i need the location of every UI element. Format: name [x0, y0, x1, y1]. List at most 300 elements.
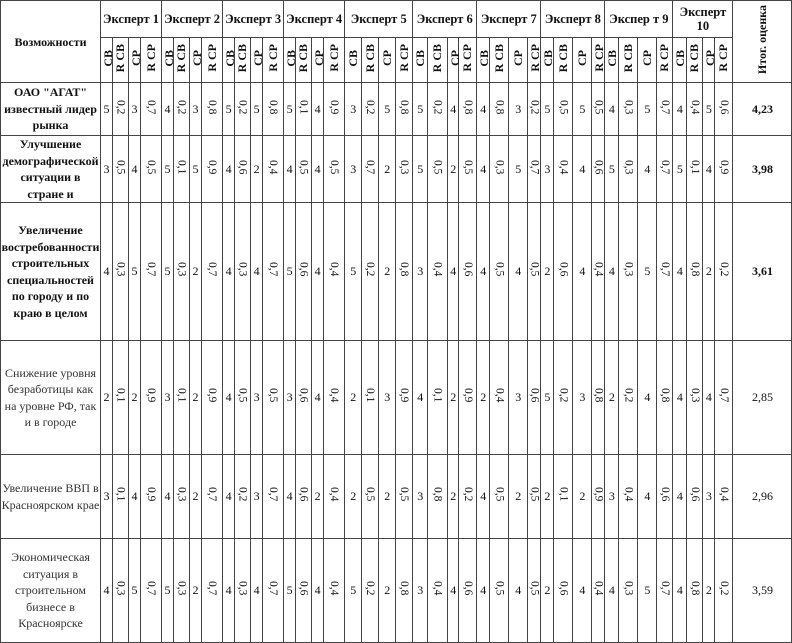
- table-cell: [528, 83, 541, 136]
- table-cell: [673, 203, 687, 341]
- table-cell: [190, 341, 202, 455]
- subheader-label: СВ: [541, 49, 556, 67]
- table-cell: [554, 203, 573, 341]
- cell-value: 4: [480, 489, 487, 503]
- cell-value: 3: [103, 489, 110, 503]
- cell-value: 0,3: [493, 159, 506, 175]
- table-cell: [477, 341, 490, 455]
- cell-value: 3: [350, 161, 357, 176]
- cell-value: 0,6: [528, 388, 541, 403]
- table-cell: [605, 83, 619, 136]
- table-cell: [235, 539, 251, 643]
- cell-value: 0,1: [114, 487, 127, 502]
- subheader-label: СВ: [605, 49, 620, 67]
- table-cell: [141, 136, 162, 203]
- subheader-cell: [162, 38, 177, 83]
- cell-value: 5: [253, 101, 260, 116]
- table-cell: [541, 83, 554, 136]
- cell-value: 0,5: [528, 262, 541, 277]
- table-cell: [263, 203, 284, 341]
- cell-value: 2: [450, 489, 457, 503]
- table-cell: [284, 539, 296, 643]
- table-cell: [703, 455, 715, 539]
- table-cell: [541, 203, 554, 341]
- cell-value: 3: [705, 489, 712, 503]
- cell-value: 3: [253, 489, 260, 503]
- cell-value: 2: [350, 489, 357, 503]
- cell-value: 0,2: [364, 99, 377, 115]
- cell-value: 5: [515, 161, 522, 176]
- cell-value: 4: [480, 583, 487, 597]
- cell-value: 0,5: [493, 262, 506, 277]
- cell-value: 4: [579, 161, 586, 176]
- cell-value: 0,2: [717, 262, 730, 277]
- cell-value: 2: [253, 161, 260, 176]
- cell-value: 4: [515, 264, 522, 278]
- cell-value: 5: [350, 264, 357, 278]
- subheader-label: СВ: [162, 49, 177, 67]
- cell-value: 0,4: [328, 388, 341, 403]
- cell-value: 0,9: [461, 388, 474, 403]
- table-cell: [223, 136, 235, 203]
- cell-value: 4: [608, 264, 615, 278]
- table-cell: [509, 455, 528, 539]
- cell-value: 2: [384, 583, 391, 597]
- table-cell: [202, 539, 223, 643]
- table-cell: [605, 136, 619, 203]
- table-cell: [263, 83, 284, 136]
- subheader-label: R СВ: [362, 43, 377, 73]
- subheader-label: СР: [639, 50, 654, 66]
- cell-value: 0,3: [622, 581, 635, 596]
- cell-value: 0,5: [236, 388, 249, 403]
- cell-value: 4: [705, 161, 712, 176]
- cell-value: 0,2: [461, 487, 474, 502]
- cell-value: 0,8: [592, 388, 605, 403]
- subheader-cell: [362, 38, 379, 83]
- table-cell: [528, 136, 541, 203]
- cell-value: 5: [579, 101, 586, 116]
- table-cell: [428, 539, 448, 643]
- table-cell: [345, 203, 362, 341]
- table-cell: [235, 455, 251, 539]
- cell-value: 0,7: [528, 159, 541, 175]
- table-cell: [251, 455, 263, 539]
- cell-value: 0,5: [114, 159, 127, 175]
- cell-value: 4: [417, 390, 424, 404]
- row-label: Увеличение ВВП в Красноярском крае: [1, 455, 101, 539]
- table-cell: [284, 83, 296, 136]
- table-cell: [324, 539, 345, 643]
- cell-value: 0,1: [364, 388, 377, 403]
- table-cell: [362, 83, 379, 136]
- table-cell: [459, 455, 477, 539]
- table-cell: [673, 341, 687, 455]
- cell-value: 5: [192, 161, 199, 176]
- subheader-label: СР: [448, 50, 463, 66]
- cell-value: 0,7: [206, 581, 219, 596]
- table-cell: [345, 539, 362, 643]
- table-cell: [324, 341, 345, 455]
- cell-value: 0,9: [328, 99, 341, 115]
- subheader-cell: [554, 38, 573, 83]
- subheader-cell: [141, 38, 162, 83]
- cell-value: 5: [103, 101, 110, 116]
- subheader-label: R СР: [592, 44, 607, 72]
- cell-value: 3: [286, 390, 293, 404]
- cell-value: 0,4: [592, 581, 605, 596]
- cell-value: 5: [286, 264, 293, 278]
- table-cell: [101, 136, 113, 203]
- cell-value: 4: [705, 390, 712, 404]
- table-cell: [673, 455, 687, 539]
- expert-header: Эксперт 5: [345, 1, 413, 38]
- row-total: 2,85: [733, 341, 792, 455]
- subheader-label: СР: [129, 50, 143, 66]
- cell-value: 0,5: [461, 159, 474, 175]
- table-cell: [312, 203, 324, 341]
- cell-value: 0,2: [114, 99, 127, 115]
- table-cell: [362, 539, 379, 643]
- table-cell: [251, 83, 263, 136]
- table-cell: [554, 455, 573, 539]
- table-cell: [673, 539, 687, 643]
- subheader-label: R СР: [143, 44, 158, 72]
- table-cell: [113, 136, 129, 203]
- table-cell: [509, 83, 528, 136]
- table-cell: [687, 539, 703, 643]
- expert-header: Эксперт 4: [284, 1, 345, 38]
- table-cell: [312, 539, 324, 643]
- table-cell: [235, 83, 251, 136]
- cell-value: 0,9: [398, 388, 411, 403]
- table-cell: [379, 539, 396, 643]
- table-cell: [296, 203, 312, 341]
- table-cell: [509, 203, 528, 341]
- cell-value: 5: [131, 264, 138, 278]
- table-cell: [324, 136, 345, 203]
- table-cell: [703, 539, 715, 643]
- row-label: Снижение уровня безработицы как на уровне РФ, так и в городе: [1, 341, 101, 455]
- cell-value: 2: [314, 489, 321, 503]
- table-cell: [141, 83, 162, 136]
- table-cell: [638, 83, 657, 136]
- table-cell: [312, 455, 324, 539]
- table-cell: [638, 455, 657, 539]
- table-cell: [509, 539, 528, 643]
- table-cell: [657, 83, 673, 136]
- table-cell: [490, 455, 509, 539]
- cell-value: 4: [644, 161, 651, 176]
- cell-value: 3: [131, 101, 138, 116]
- cell-value: 4: [286, 489, 293, 503]
- table-cell: [448, 455, 459, 539]
- cell-value: 4: [286, 161, 293, 176]
- cell-value: 4: [450, 583, 457, 597]
- table-cell: [223, 341, 235, 455]
- cell-value: 4: [131, 489, 138, 503]
- cell-value: 0,1: [688, 159, 701, 175]
- cell-value: 0,3: [175, 581, 188, 596]
- subheader-label: СР: [574, 50, 589, 66]
- table-cell: [324, 83, 345, 136]
- cell-value: 2: [544, 264, 551, 278]
- cell-value: 4: [676, 489, 683, 503]
- table-cell: [541, 455, 554, 539]
- cell-value: 0,9: [145, 388, 158, 403]
- table-cell: [592, 203, 605, 341]
- cell-value: 4: [314, 390, 321, 404]
- table-cell: [459, 136, 477, 203]
- cell-value: 0,5: [493, 581, 506, 596]
- table-cell: [174, 83, 190, 136]
- table-cell: [657, 539, 673, 643]
- cell-value: 0,4: [328, 262, 341, 277]
- subheader-cell: [657, 38, 673, 83]
- cell-value: 0,9: [592, 487, 605, 502]
- cell-value: 4: [225, 264, 232, 278]
- cell-value: 0,8: [398, 262, 411, 277]
- table-row: [1, 136, 792, 203]
- subheader-label: СР: [379, 50, 394, 66]
- cell-value: 0,7: [658, 159, 671, 175]
- cell-value: 2: [192, 583, 199, 597]
- table-cell: [296, 83, 312, 136]
- subheader-cell: [312, 38, 327, 83]
- table-cell: [141, 539, 162, 643]
- table-cell: [490, 341, 509, 455]
- table-cell: [190, 455, 202, 539]
- cell-value: 0,5: [145, 159, 158, 175]
- table-cell: [657, 341, 673, 455]
- cell-value: 0,7: [658, 581, 671, 596]
- table-cell: [428, 341, 448, 455]
- cell-value: 4: [103, 264, 110, 278]
- cell-value: 2: [192, 390, 199, 404]
- table-cell: [619, 539, 638, 643]
- table-cell: [413, 136, 428, 203]
- table-cell: [190, 203, 202, 341]
- subheader-cell: [202, 38, 223, 83]
- cell-value: 2: [579, 489, 586, 503]
- cell-value: 0,4: [431, 262, 444, 277]
- table-cell: [428, 455, 448, 539]
- cell-value: 3: [417, 489, 424, 503]
- subheader-label: R СР: [396, 44, 411, 72]
- table-cell: [296, 341, 312, 455]
- table-cell: [528, 539, 541, 643]
- cell-value: 4: [225, 390, 232, 404]
- cell-value: 5: [544, 101, 551, 116]
- table-row: [1, 203, 792, 341]
- cell-value: 2: [384, 264, 391, 278]
- table-cell: [263, 341, 284, 455]
- cell-value: 2: [608, 390, 615, 404]
- table-cell: [638, 136, 657, 203]
- table-cell: [162, 83, 174, 136]
- subheader-cell: [638, 38, 657, 83]
- cell-value: 5: [644, 583, 651, 597]
- row-total: 3,61: [733, 203, 792, 341]
- cell-value: 2: [350, 390, 357, 404]
- subheader-label: R СВ: [113, 43, 127, 73]
- table-cell: [413, 455, 428, 539]
- cell-value: 0,6: [461, 262, 474, 277]
- table-cell: [162, 539, 174, 643]
- table-cell: [638, 341, 657, 455]
- table-cell: [687, 455, 703, 539]
- table-cell: [202, 455, 223, 539]
- cell-value: 0,3: [114, 262, 127, 277]
- cell-value: 3: [350, 101, 357, 116]
- subheader-cell: [490, 38, 509, 83]
- table-cell: [459, 539, 477, 643]
- table-cell: [715, 203, 733, 341]
- row-label: Улучшение демографической ситуации в стране и: [2, 137, 99, 201]
- table-cell: [592, 455, 605, 539]
- cell-value: 2: [544, 489, 551, 503]
- table-cell: [619, 83, 638, 136]
- table-cell: [174, 136, 190, 203]
- table-cell: [687, 203, 703, 341]
- cell-value: 2: [384, 161, 391, 176]
- cell-value: 5: [417, 161, 424, 176]
- table-cell: [324, 455, 345, 539]
- subheader-cell: [223, 38, 238, 83]
- subheader-cell: [174, 38, 190, 83]
- table-cell: [162, 341, 174, 455]
- cell-value: 0,5: [267, 388, 280, 403]
- cell-value: 4: [225, 489, 232, 503]
- cell-value: 0,5: [557, 99, 570, 115]
- cell-value: 5: [644, 101, 651, 116]
- table-cell: [162, 455, 174, 539]
- table-cell: [284, 455, 296, 539]
- cell-value: 4: [225, 583, 232, 597]
- cell-value: 4: [131, 161, 138, 176]
- table-cell: [379, 455, 396, 539]
- cell-value: 0,2: [717, 581, 730, 596]
- cell-value: 3: [579, 390, 586, 404]
- table-cell: [715, 136, 733, 203]
- table-cell: [141, 455, 162, 539]
- expert-header: Эксперт 1: [101, 1, 162, 38]
- table-cell: [396, 539, 413, 643]
- cell-value: 3: [384, 390, 391, 404]
- table-cell: [101, 203, 113, 341]
- cell-value: 3: [103, 161, 110, 176]
- cell-value: 0,4: [493, 388, 506, 403]
- table-cell: [202, 83, 223, 136]
- subheader-label: СВ: [413, 49, 428, 67]
- cell-value: 2: [384, 489, 391, 503]
- row-label: Экономическая ситуация в строительном бизнесе в Красноярске: [1, 539, 101, 643]
- cell-value: 3: [417, 583, 424, 597]
- cell-value: 0,7: [145, 262, 158, 277]
- cell-value: 0,1: [297, 99, 310, 115]
- table-cell: [396, 203, 413, 341]
- cell-value: 4: [314, 101, 321, 116]
- table-cell: [477, 203, 490, 341]
- table-cell: [715, 341, 733, 455]
- cell-value: 0,6: [297, 581, 310, 596]
- cell-value: 4: [225, 161, 232, 176]
- cell-value: 5: [164, 583, 171, 597]
- cell-value: 0,9: [206, 388, 219, 403]
- subheader-label: R СВ: [235, 43, 250, 73]
- subheader-cell: [190, 38, 205, 83]
- cell-value: 0,7: [658, 262, 671, 277]
- table-cell: [113, 539, 129, 643]
- table-cell: [459, 203, 477, 341]
- subheader-cell: [619, 38, 638, 83]
- cell-value: 0,7: [267, 262, 280, 277]
- table-cell: [541, 136, 554, 203]
- subheader-cell: [251, 38, 266, 83]
- table-cell: [362, 341, 379, 455]
- table-cell: [251, 539, 263, 643]
- cell-value: 0,8: [431, 487, 444, 502]
- cell-value: 0,5: [398, 487, 411, 502]
- table-cell: [263, 136, 284, 203]
- subheader-cell: [263, 38, 284, 83]
- table-cell: [687, 83, 703, 136]
- cell-value: 0,3: [622, 99, 635, 115]
- table-cell: [703, 203, 715, 341]
- table-cell: [541, 539, 554, 643]
- table-cell: [638, 203, 657, 341]
- table-cell: [113, 203, 129, 341]
- table-cell: [573, 455, 592, 539]
- subheader-cell: [396, 38, 413, 83]
- cell-value: 0,5: [364, 487, 377, 502]
- table-cell: [428, 83, 448, 136]
- table-cell: [657, 455, 673, 539]
- cell-value: 3: [608, 489, 615, 503]
- table-row: [1, 455, 792, 539]
- table-cell: [428, 136, 448, 203]
- subheader-cell: [573, 38, 592, 83]
- subheader-cell: [101, 38, 113, 83]
- table-cell: [477, 83, 490, 136]
- subheader-cell: [413, 38, 428, 83]
- row-label: ОАО "АГАТ" известный лидер рынка: [1, 83, 101, 136]
- cell-value: 4: [480, 101, 487, 116]
- cell-value: 5: [164, 161, 171, 176]
- cell-value: 2: [544, 583, 551, 597]
- cell-value: 0,2: [364, 262, 377, 277]
- cell-value: 0,8: [206, 99, 219, 115]
- cell-value: 2: [192, 264, 199, 278]
- cell-value: 0,1: [175, 388, 188, 403]
- table-cell: [657, 136, 673, 203]
- table-cell: [509, 341, 528, 455]
- table-cell: [448, 203, 459, 341]
- cell-value: 0,3: [622, 159, 635, 175]
- subheader-label: СР: [190, 50, 205, 66]
- cell-value: 5: [286, 101, 293, 116]
- table-row: [1, 539, 792, 643]
- table-cell: [673, 83, 687, 136]
- cell-value: 5: [676, 161, 683, 176]
- table-cell: [459, 83, 477, 136]
- table-cell: [129, 539, 141, 643]
- cell-value: 0,8: [688, 262, 701, 277]
- cell-value: 4: [164, 489, 171, 503]
- table-cell: [296, 455, 312, 539]
- table-cell: [715, 455, 733, 539]
- table-cell: [619, 203, 638, 341]
